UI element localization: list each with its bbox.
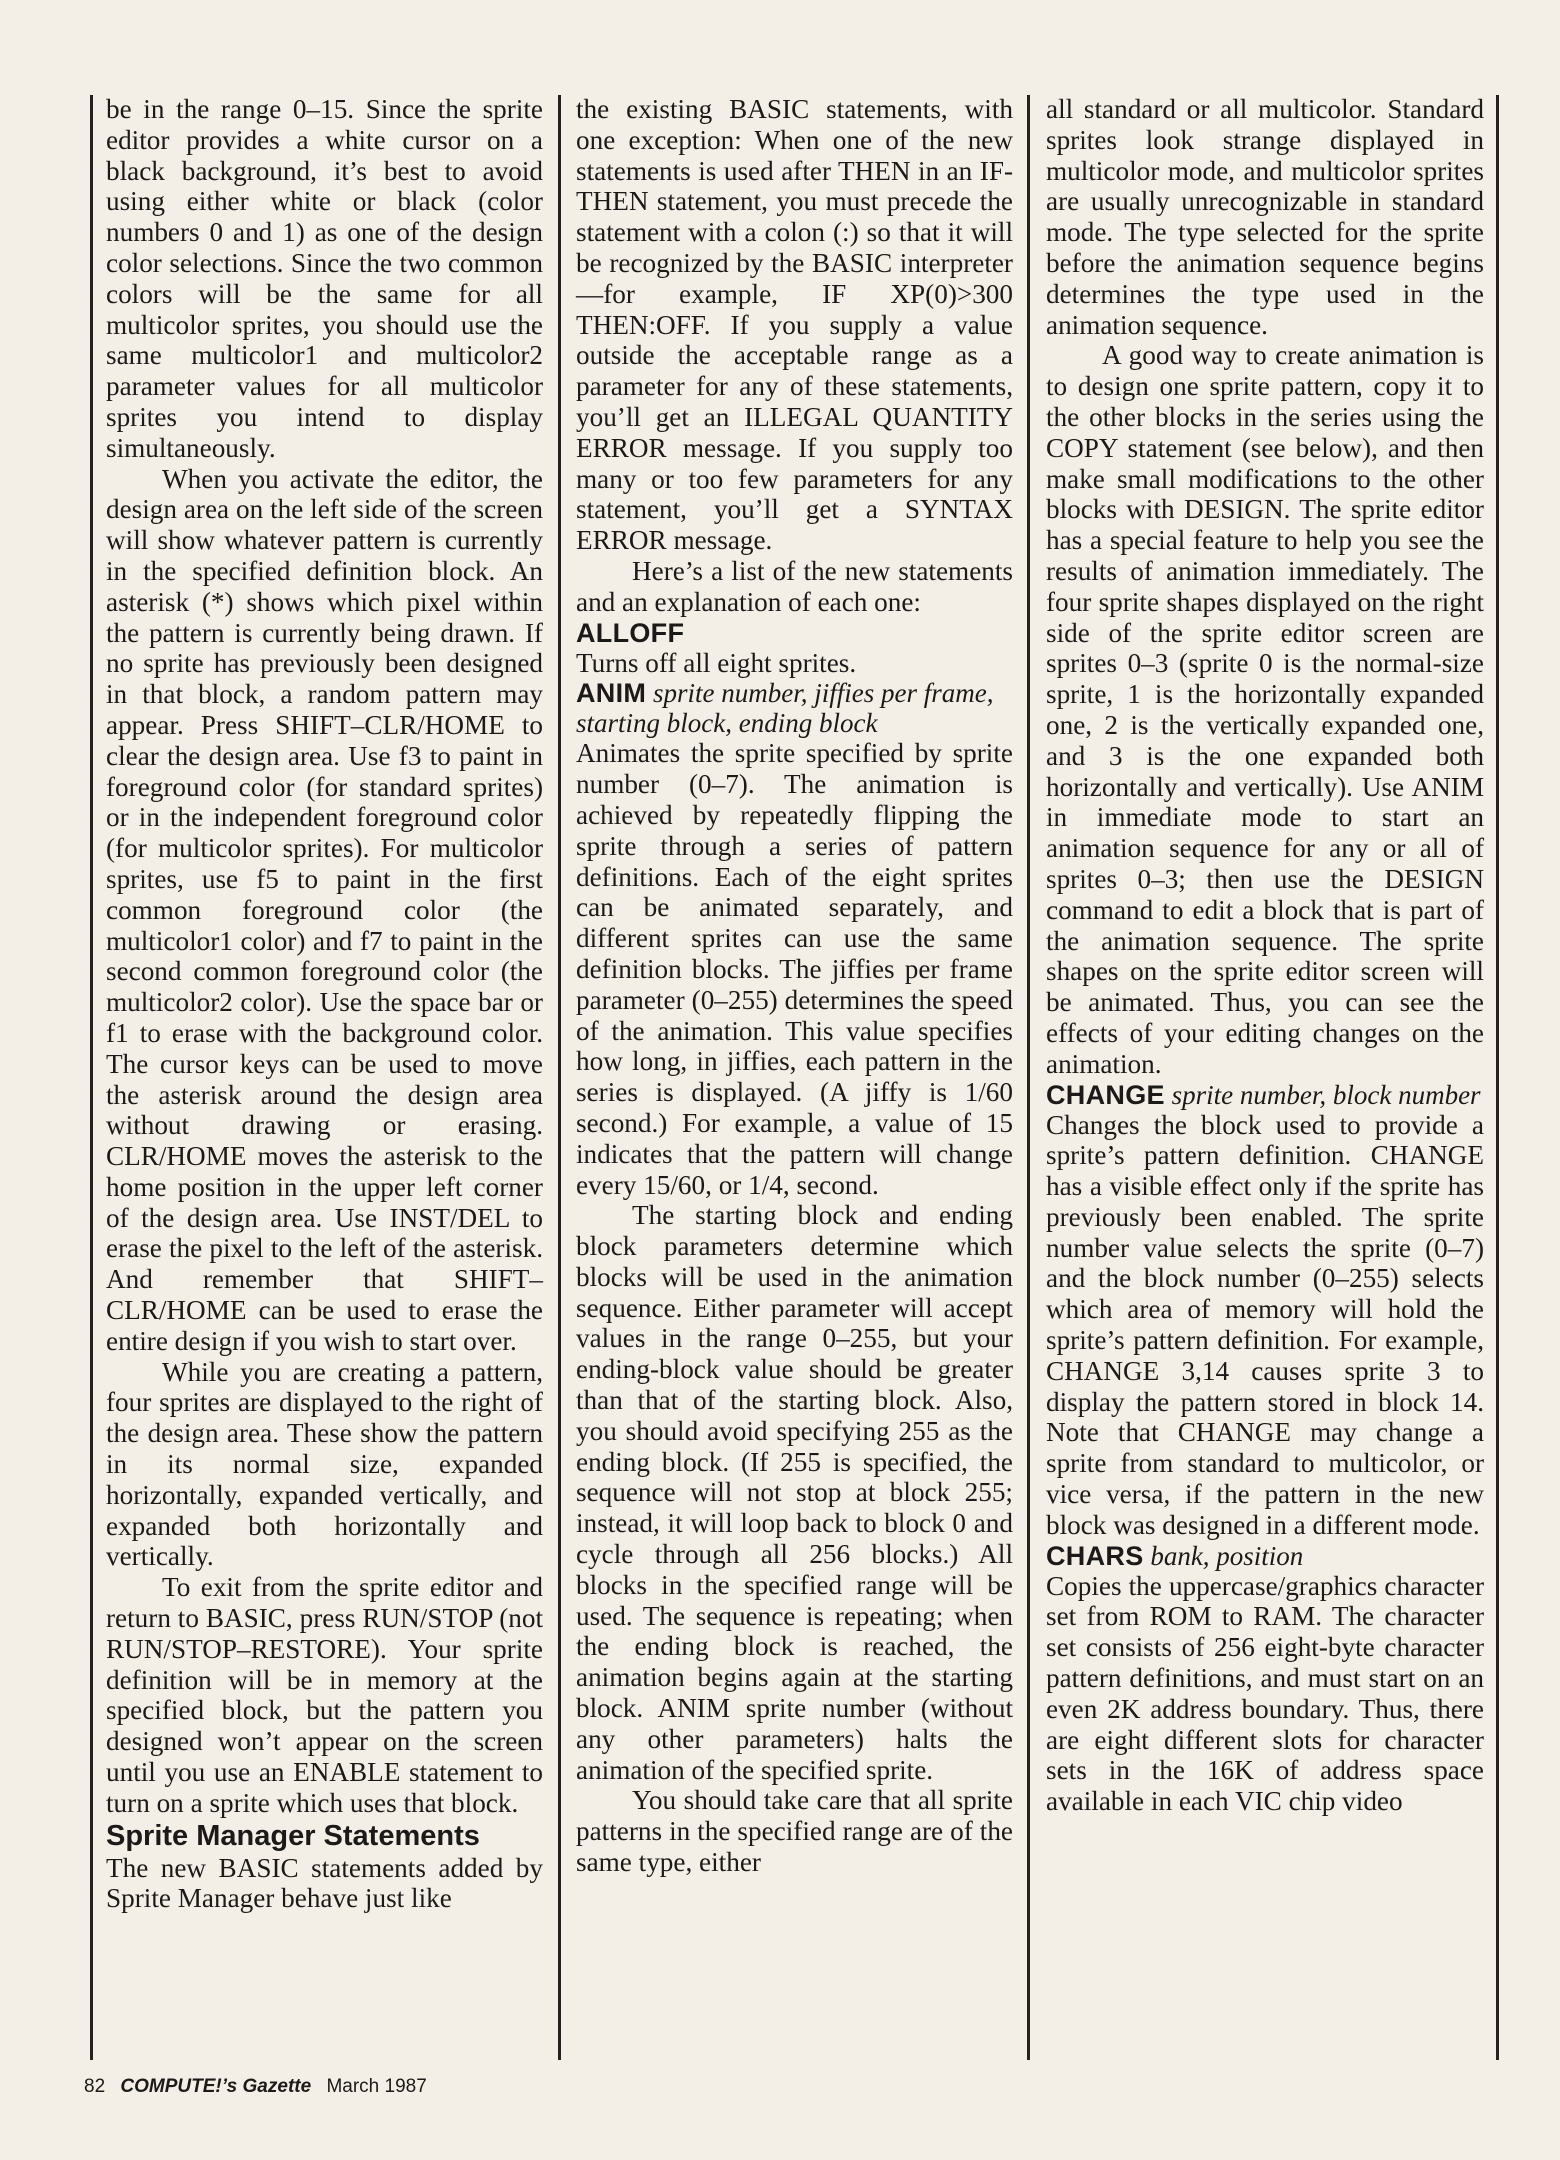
paragraph: The starting block and ending block parameters determine which blocks will be used in the animation sequence. Either parameter will accept values in the range 0–255, but your ending-block value should be greater than that of the starting block. Also, you should avoid specifying 255 as the ending block. (If 255 is specified, the sequence will not stop at block 255; instead, it will loop back to block 0 and cycle through all 256 blocks.) All blocks in the specified range will be used. The sequence is repeating; when the ending block is reached, the animation begins again at the starting block. ANIM sprite number (without any other parameters) halts the animation of the specified sprite. (576, 1200, 1013, 1785)
statement-heading-change (1046, 1080, 1484, 1110)
page-number: 82 (84, 2076, 106, 2097)
column-rule-left (90, 95, 93, 2060)
paragraph: the existing BASIC statements, with one exception: When one of the new statements is used after THEN in an IF-THEN statement, you must precede the statement with a colon (:) so that it will be recognized by the BASIC interpreter—for example, IF XP(0)>300 THEN:OFF. If you supply a value outside the acceptable range as a parameter for any of these statements, you’ll get an ILLEGAL QUANTITY ERROR message. If you supply too many or too few parameters for any statement, you’ll get a SYNTAX ERROR message. (576, 94, 1013, 556)
paragraph: be in the range 0–15. Since the sprite editor provides a white cursor on a black background, it’s best to avoid using either white or black (color numbers 0 and 1) as one of the design color selections. Since the two common colors will be the same for all multicolor sprites, you should use the same multicolor1 and multicolor2 parameter values for all multicolor sprites you intend to display simultaneously. (106, 94, 543, 463)
statement-heading-chars (1046, 1541, 1484, 1571)
text-column-3 (1046, 94, 1484, 1817)
paragraph: all standard or all multicolor. Standard sprites look strange displayed in multicolor mode, and multicolor sprites are usually unrecognizable in standard mode. The type selected for the sprite before the animation sequence begins determines the type used in the animation sequence. (1046, 94, 1484, 340)
statement-description: Changes the block used to provide a sprite’s pattern definition. CHANGE has a visible effect only if the sprite has previously been enabled. The sprite number value selects the sprite (0–7) and the block number (0–255) selects which area of memory will hold the sprite’s pattern definition. For example, CHANGE 3,14 causes sprite 3 to display the pattern stored in block 14. Note that CHANGE may change a sprite from standard to multicolor, or vice versa, if the pattern in the new block was designed in a different mode. (1046, 1109, 1484, 1540)
paragraph: You should take care that all sprite patterns in the specified range are of the same type, either (576, 1785, 1013, 1878)
page-footer (84, 2076, 427, 2098)
column-rule-right (1496, 95, 1499, 2060)
text-column-2 (576, 94, 1013, 1878)
paragraph: A good way to create animation is to design one sprite pattern, copy it to the other blocks in the series using the COPY statement (see below), and then make small modifications to the other blocks with DESIGN. The sprite editor has a special feature to help you see the results of animation immediately. The four sprite shapes displayed on the right side of the sprite editor screen are sprites 0–3 (sprite 0 is the normal-size sprite, 1 is the horizontally expanded one, 2 is the vertically expanded one, and 3 is the one expanded both horizontally and vertically). Use ANIM in immediate mode to start an animation sequence for any or all of sprites 0–3; then use the DESIGN command to edit a block that is part of the animation sequence. The sprite shapes on the sprite editor screen will be animated. Thus, you can see the effects of your editing changes on the animation. (1046, 340, 1484, 1079)
paragraph: While you are creating a pattern, four sprites are displayed to the right of the design area. These show the pattern in its normal size, expanded horizontally, expanded vertically, and expanded both horizontally and vertically. (106, 1356, 543, 1572)
statement-params: bank, position (1150, 1540, 1304, 1571)
statement-params: sprite number, jiffies per frame, starting block, ending block (576, 678, 994, 739)
text-column-1 (106, 94, 543, 1914)
statement-heading-alloff (576, 618, 1013, 648)
section-title: Sprite Manager Statements (106, 1819, 480, 1852)
paragraph: When you activate the editor, the design area on the left side of the screen will show whatever pattern is currently in the specified definition block. An asterisk (*) shows which pixel within the pattern is currently being drawn. If no sprite has previously been designed in that block, a random pattern may appear. Press SHIFT–CLR/HOME to clear the design area. Use f3 to paint in foreground color (for standard sprites) or in the independent foreground color (for multicolor sprites). For multicolor sprites, use f5 to paint in the first common foreground color (the multicolor1 color) and f7 to paint in the second common foreground color (the multicolor2 color). Use the space bar or f1 to erase with the background color. The cursor keys can be used to move the asterisk around the design area without drawing or erasing. CLR/HOME moves the asterisk to the home position in the upper left corner of the design area. Use INST/DEL to erase the pixel to the left of the asterisk. And remember that SHIFT–CLR/HOME can be used to erase the entire design if you wish to start over. (106, 463, 543, 1356)
column-rule-middle-2 (1027, 95, 1030, 2060)
statement-name: ANIM (576, 678, 647, 709)
issue-date: March 1987 (326, 2076, 427, 2097)
column-rule-middle-1 (558, 95, 561, 2060)
statement-description: Animates the sprite specified by sprite number (0–7). The animation is achieved by repeatedly flipping the sprite through a series of pattern definitions. Each of the eight sprites can be animated separately, and different sprites can use the same definition blocks. The jiffies per frame parameter (0–255) determines the speed of the animation. This value specifies how long, in jiffies, each pattern in the series is displayed. (A jiffy is 1/60 second.) For example, a value of 15 indicates that the pattern will change every 15/60, or 1/4, second. (576, 738, 1013, 1200)
statement-description: Copies the uppercase/graphics character set from ROM to RAM. The character set consists of 256 eight-byte character pattern definitions, and must start on an even 2K address boundary. Thus, there are eight different slots for character sets in the 16K of address space available in each VIC chip video (1046, 1570, 1484, 1817)
statement-name: ALLOFF (576, 617, 685, 648)
statement-name: CHARS (1046, 1540, 1144, 1571)
statement-description: Turns off all eight sprites. (576, 647, 857, 678)
paragraph: The new BASIC statements added by Sprite Manager behave just like (106, 1852, 543, 1914)
statement-params: sprite number, block number (1171, 1079, 1481, 1110)
statement-heading-anim (576, 678, 1013, 738)
magazine-name: COMPUTE!’s Gazette (120, 2076, 312, 2097)
paragraph: To exit from the sprite editor and return to BASIC, press RUN/STOP (not RUN/STOP–RESTORE). Your sprite definition will be in memory at the specified block, but the pattern you designed won’t appear on the screen until you use an ENABLE statement to turn on a sprite which uses that block. (106, 1572, 543, 1818)
paragraph: Here’s a list of the new statements and an explanation of each one: (576, 555, 1013, 617)
statement-name: CHANGE (1046, 1079, 1165, 1110)
